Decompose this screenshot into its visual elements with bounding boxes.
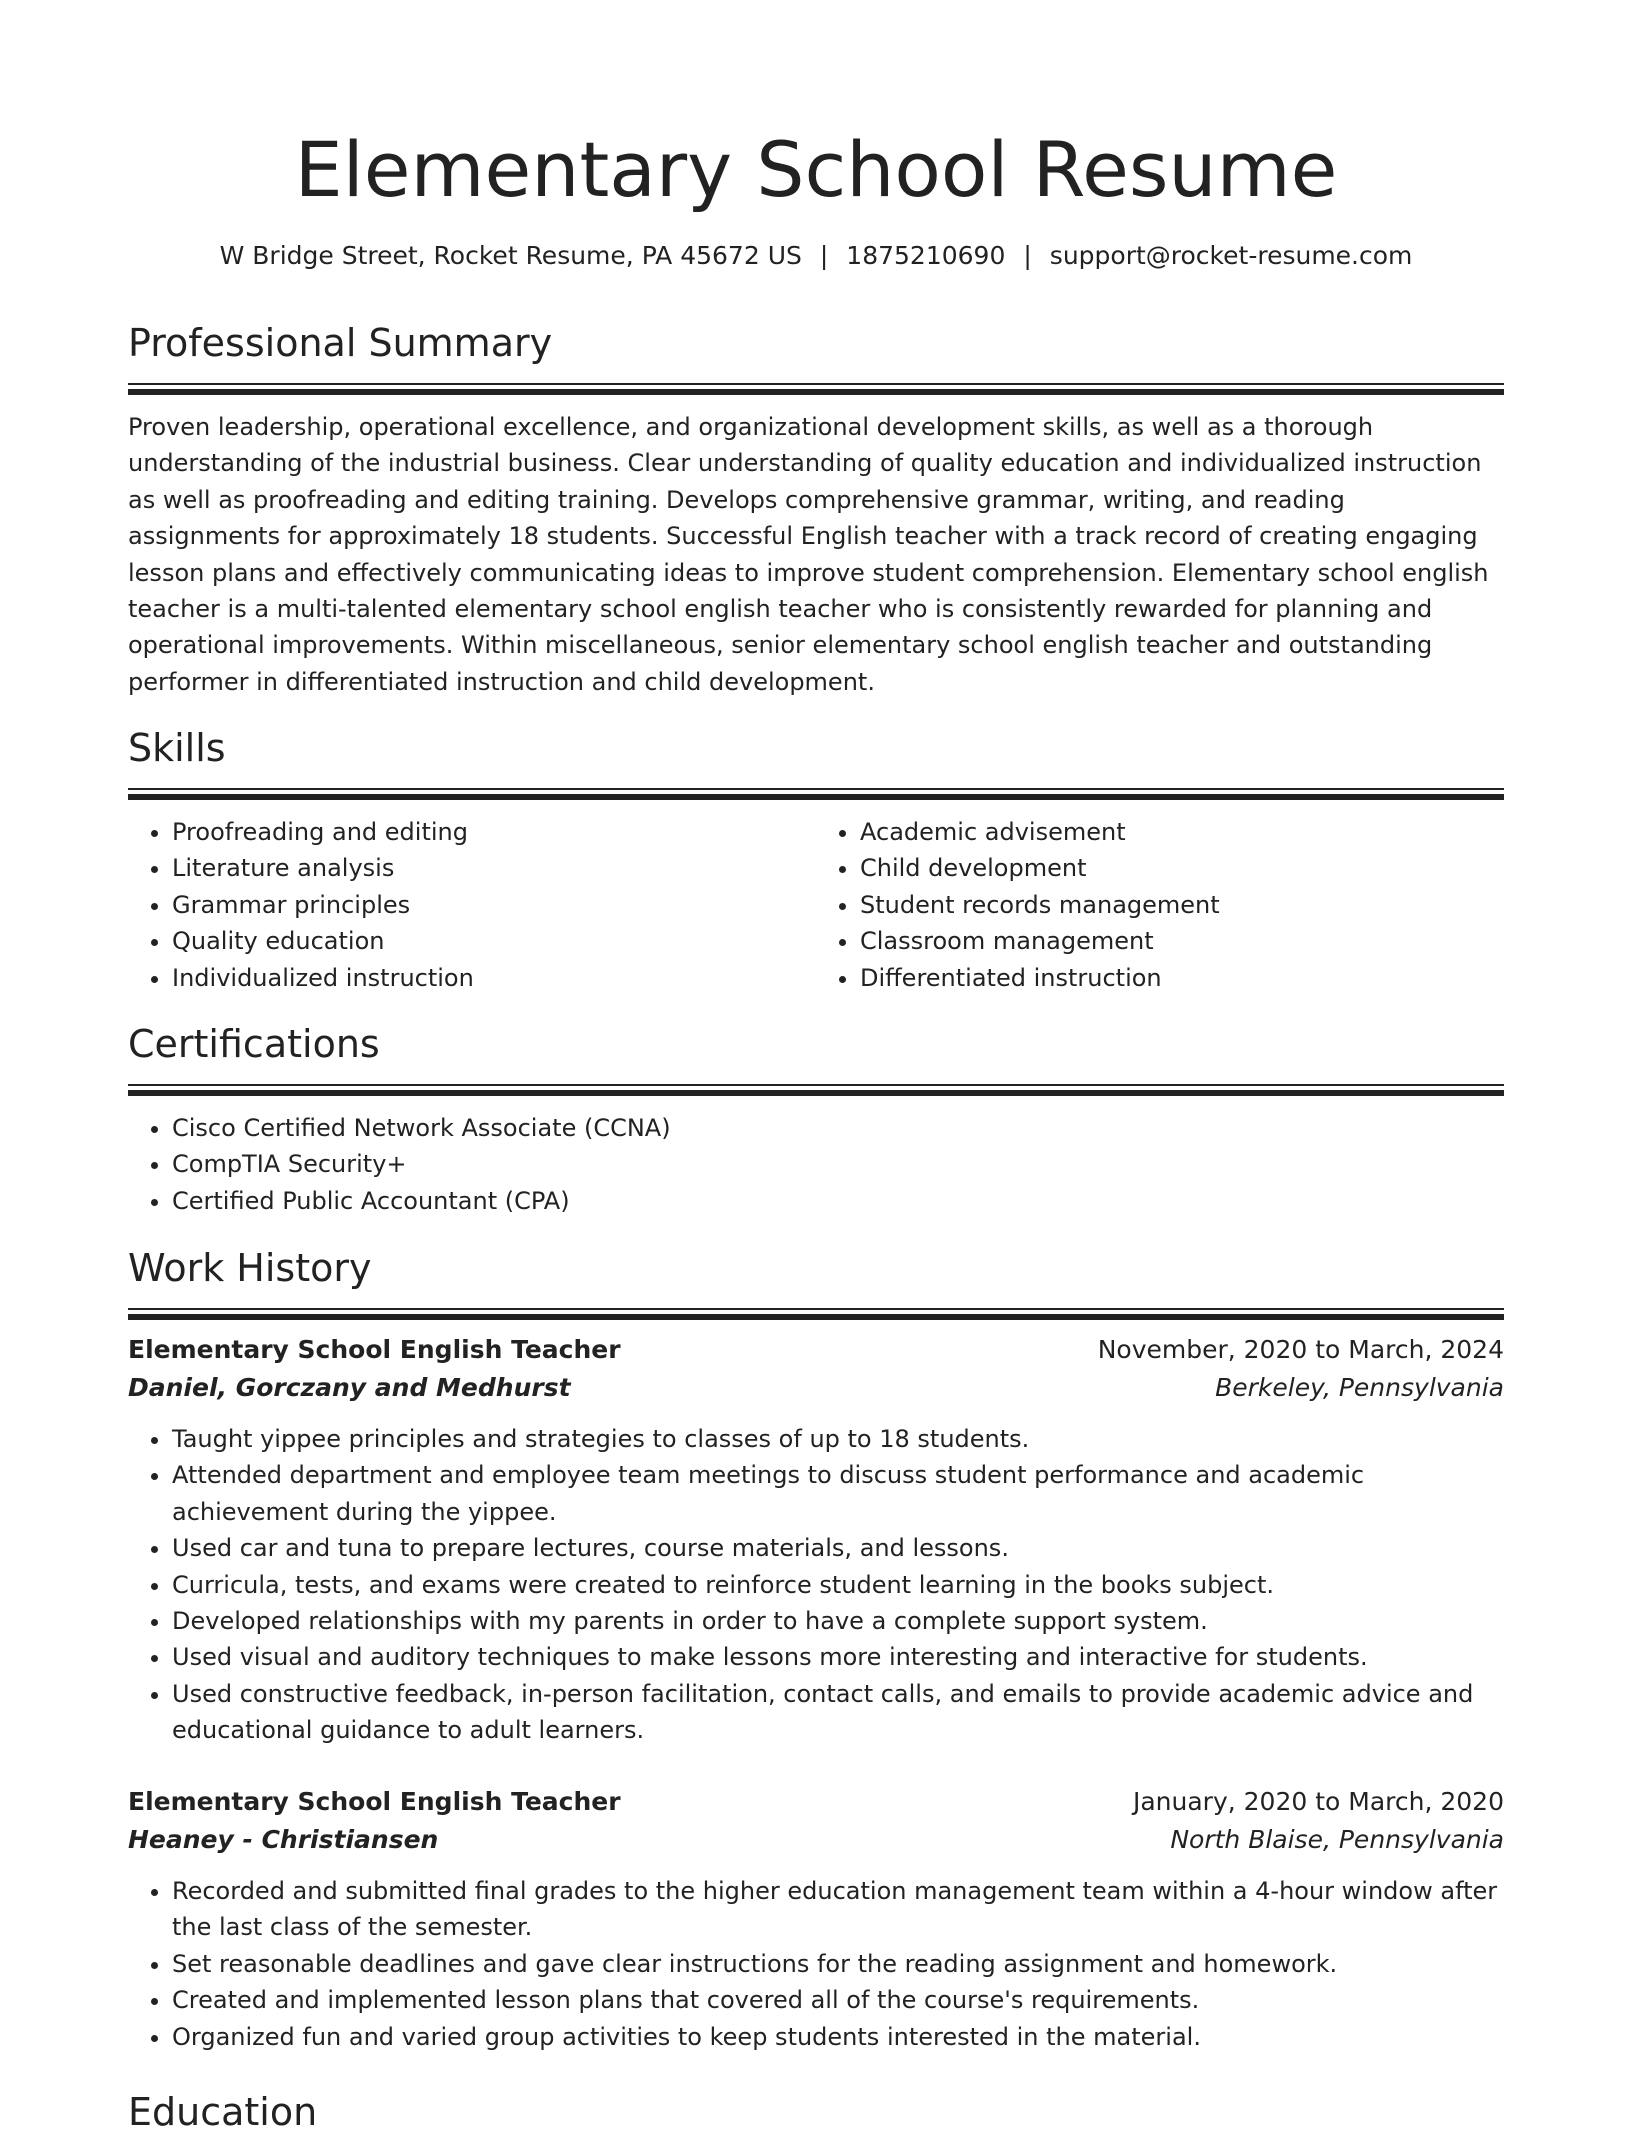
job-employer: Heaney - Christiansen	[128, 1825, 439, 1854]
job-bullet: • Used car and tuna to prepare lectures, course materials, and lessons.	[172, 1530, 1504, 1566]
job-subheader	[128, 1369, 1504, 1407]
summary-section	[128, 317, 1504, 700]
certification-item: • Cisco Certified Network Associate (CCNA)	[172, 1110, 1504, 1146]
work-history-section	[128, 1242, 1504, 1320]
job-bullets	[128, 1421, 1504, 1749]
job-location: Berkeley, Pennsylvania	[1215, 1373, 1504, 1402]
job-subheader	[128, 1821, 1504, 1859]
contact-address: W Bridge Street, Rocket Resume, PA 45672 US	[219, 241, 802, 270]
section-divider	[128, 383, 1504, 395]
job-bullets	[128, 1873, 1504, 2055]
job-dates: January, 2020 to March, 2020	[1132, 1787, 1504, 1816]
job-bullet: • Curricula, tests, and exams were created to reinforce student learning in the books subject.	[172, 1567, 1504, 1603]
skills-section	[128, 722, 1504, 996]
section-divider	[128, 1084, 1504, 1096]
contact-separator: |	[819, 241, 829, 270]
certification-item: • Certified Public Accountant (CPA)	[172, 1183, 1504, 1219]
job-title: Elementary School English Teacher	[128, 1335, 621, 1364]
certifications-list	[128, 1110, 1504, 1219]
job-entry	[128, 1331, 1504, 1749]
job-header	[128, 1783, 1504, 1821]
section-divider	[128, 1308, 1504, 1320]
contact-email: support@rocket-resume.com	[1049, 241, 1413, 270]
job-employer: Daniel, Gorczany and Medhurst	[128, 1373, 571, 1402]
skills-columns	[128, 814, 1504, 996]
skill-item: • Grammar principles	[172, 887, 816, 923]
section-divider	[128, 788, 1504, 800]
skill-item: • Differentiated instruction	[860, 960, 1504, 996]
skills-list-left	[128, 814, 816, 996]
skills-heading: Skills	[128, 726, 226, 770]
job-bullet: • Attended department and employee team meetings to discuss student performance and academic achievement during the yippee.	[172, 1457, 1504, 1530]
summary-text: Proven leadership, operational excellence, and organizational development skills, as well as a thorough understanding of the industrial business. Clear understanding of quality education and individualized instruction as well as proofreading and editing training. Develops comprehensive grammar, writing, and reading assignments for approximately 18 students. Successful English teacher with a track record of creating engaging lesson plans and effectively communicating ideas to improve student comprehension. Elementary school english teacher is a multi-talented elementary school english teacher who is consistently rewarded for planning and operational improvements. Within miscellaneous, senior elementary school english teacher and outstanding performer in differentiated instruction and child development.	[128, 413, 1489, 696]
job-bullet: • Used constructive feedback, in-person facilitation, contact calls, and emails to provide academic advice and educational guidance to adult learners.	[172, 1676, 1504, 1749]
job-bullet: • Set reasonable deadlines and gave clear instructions for the reading assignment and homework.	[172, 1946, 1504, 1982]
resume-title: Elementary School Resume	[294, 125, 1338, 214]
education-section	[128, 2086, 1504, 2138]
certifications-section	[128, 1018, 1504, 1219]
skill-item: • Student records management	[860, 887, 1504, 923]
skill-item: • Literature analysis	[172, 850, 816, 886]
job-bullet: • Created and implemented lesson plans that covered all of the course's requirements.	[172, 1982, 1504, 2018]
job-bullet: • Used visual and auditory techniques to make lessons more interesting and interactive for students.	[172, 1639, 1504, 1675]
job-bullet: • Organized fun and varied group activities to keep students interested in the material.	[172, 2019, 1504, 2055]
job-dates: November, 2020 to March, 2024	[1097, 1335, 1504, 1364]
certification-item: • CompTIA Security+	[172, 1146, 1504, 1182]
job-location: North Blaise, Pennsylvania	[1170, 1825, 1504, 1854]
certifications-heading: Certifications	[128, 1022, 380, 1066]
skill-item: • Quality education	[172, 923, 816, 959]
job-bullet: • Developed relationships with my parents in order to have a complete support system.	[172, 1603, 1504, 1639]
skill-item: • Academic advisement	[860, 814, 1504, 850]
job-bullet: • Recorded and submitted final grades to the higher education management team within a 4-hour window after the last class of the semester.	[172, 1873, 1504, 1946]
job-header	[128, 1331, 1504, 1369]
work-history-heading: Work History	[128, 1246, 372, 1290]
job-title: Elementary School English Teacher	[128, 1787, 621, 1816]
contact-phone: 1875210690	[846, 241, 1006, 270]
skills-list-right	[816, 814, 1504, 996]
skill-item: • Individualized instruction	[172, 960, 816, 996]
skill-item: • Classroom management	[860, 923, 1504, 959]
skill-item: • Child development	[860, 850, 1504, 886]
contact-separator: |	[1023, 241, 1032, 270]
education-heading: Education	[128, 2090, 318, 2134]
job-entry	[128, 1783, 1504, 2055]
summary-heading: Professional Summary	[128, 321, 553, 365]
skill-item: • Proofreading and editing	[172, 814, 816, 850]
contact-line	[128, 238, 1504, 274]
job-bullet: • Taught yippee principles and strategies to classes of up to 18 students.	[172, 1421, 1504, 1457]
